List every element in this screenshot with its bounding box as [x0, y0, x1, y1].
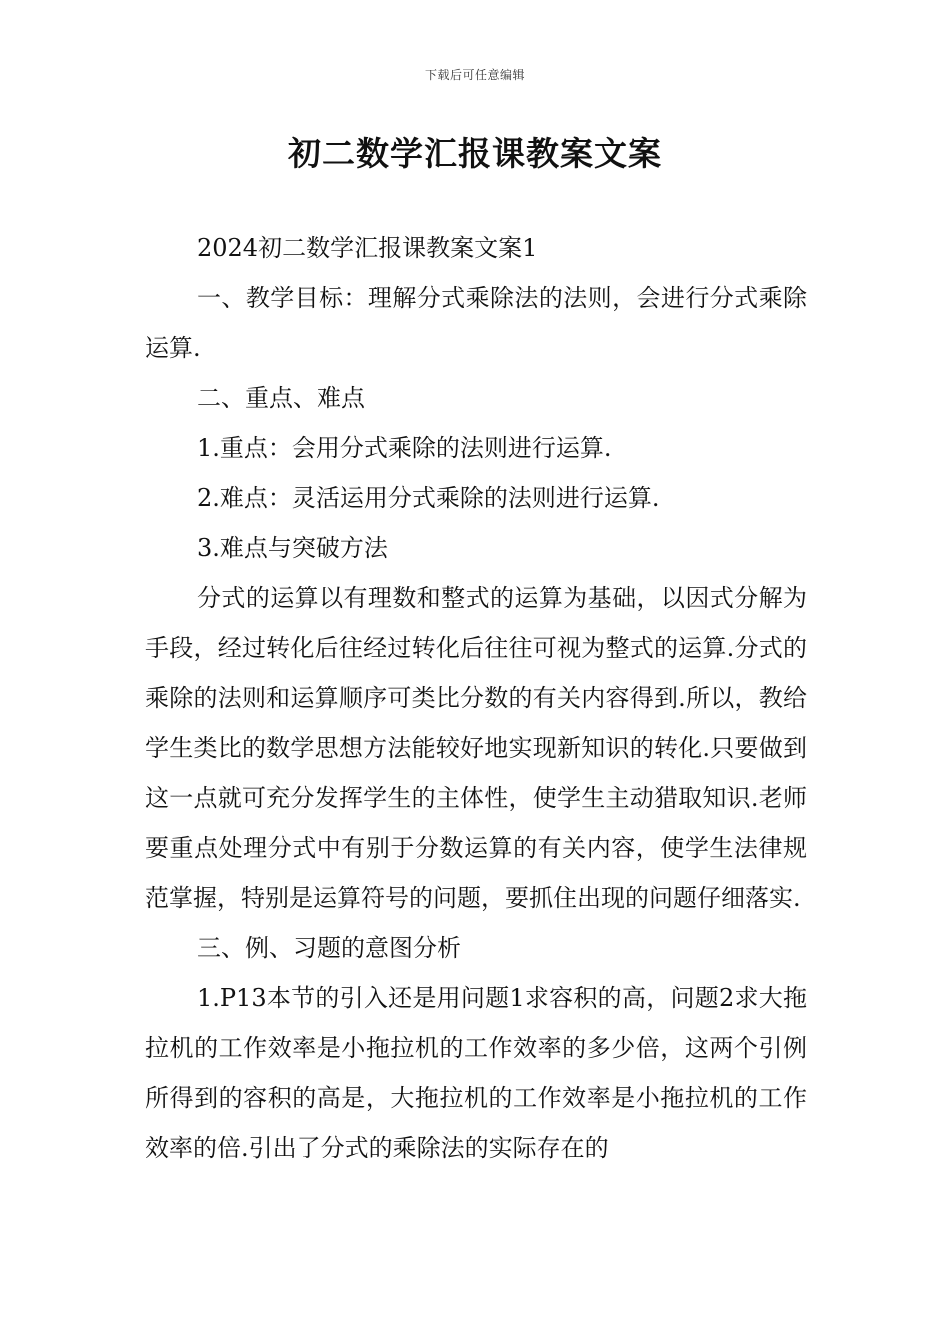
header-note: 下载后可任意编辑: [424, 68, 525, 82]
paragraph-difficulty: 2.难点：灵活运用分式乘除的法则进行运算.: [197, 484, 660, 512]
paragraph-breakthrough-body: 分式的运算以有理数和整式的运算为基础，以因式分解为手段，经过转化后往经过转化后往往可视为整式的运算.分式的乘除的法则和运算顺序可类比分数的有关内容得到.所以，教给学生类比的数学思想方法能较好地实现新知识的转化.只要做到这一点就可充分发挥学生的主体性，使学生主动猎取知识.老师要重点处理分式中有别于分数运算的有关内容，使学生法律规范掌握，特别是运算符号的问题，要抓住出现的问题仔细落实.: [145, 584, 807, 912]
paragraph-key-point: 1.重点：会用分式乘除的法则进行运算.: [197, 434, 612, 462]
paragraph-subtitle: 2024初二数学汇报课教案文案1: [197, 234, 538, 262]
paragraph-section-examples: 三、例、习题的意图分析: [197, 934, 461, 962]
document-title: 初二数学汇报课教案文案: [288, 134, 662, 173]
paragraph-section-key-points: 二、重点、难点: [197, 384, 365, 412]
document-body: [145, 223, 807, 1173]
paragraph-example-1: 1.P13本节的引入还是用问题1求容积的高，问题2求大拖拉机的工作效率是小拖拉机的工作效率的多少倍，这两个引例所得到的容积的高是，大拖拉机的工作效率是小拖拉机的工作效率的倍.引出了分式的乘除法的实际存在的: [145, 984, 807, 1162]
paragraph-breakthrough-heading: 3.难点与突破方法: [197, 534, 388, 562]
paragraph-teaching-goal: 一、教学目标：理解分式乘除法的法则，会进行分式乘除运算.: [145, 284, 807, 362]
